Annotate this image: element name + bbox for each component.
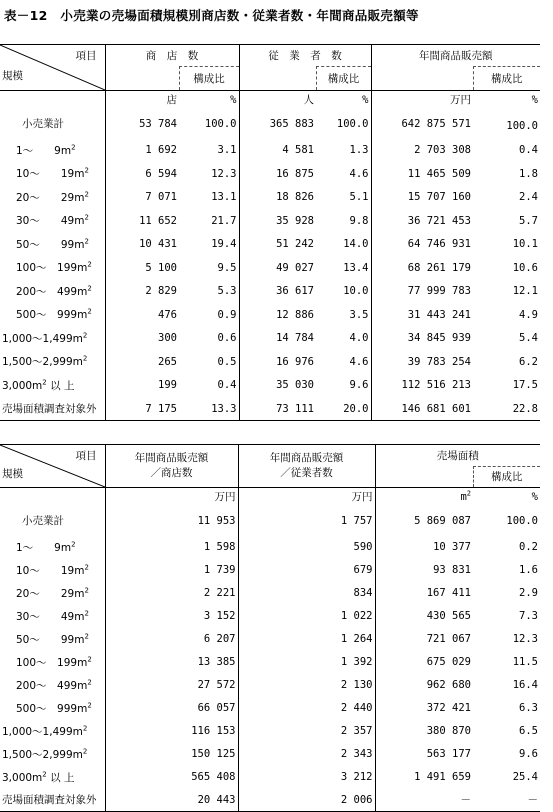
row-label: 小売業計 <box>0 109 105 139</box>
table-row <box>0 186 540 210</box>
table-cell: 2 006 <box>238 789 375 812</box>
table-row <box>0 697 540 720</box>
table-cell: 5.4 <box>519 332 538 345</box>
table-cell: 2.4 <box>519 191 538 204</box>
table-cell: 0.4 <box>519 144 538 157</box>
table-cell: 2 221 <box>105 582 238 605</box>
table-cell: 100.0 <box>179 109 239 139</box>
corner-item-label: 項目 <box>75 50 97 62</box>
table-row <box>0 374 540 398</box>
table-cell: 0.6 <box>179 327 239 351</box>
table-cell: 565 408 <box>105 766 238 789</box>
table-cell: 1 757 <box>238 506 375 536</box>
table-cell: 53 784 <box>139 117 177 130</box>
table-cell: 35 030 <box>276 379 314 392</box>
table-cell: 13.4 <box>316 256 371 280</box>
retail-table-1 <box>0 44 540 421</box>
table-cell: 93 831 <box>433 564 471 576</box>
table-cell: 199 <box>158 379 177 392</box>
table-row <box>0 559 540 582</box>
corner-scale-label: 規模 <box>2 70 23 82</box>
table-cell: 834 <box>238 582 375 605</box>
group-header-floor-area: 売場面積 <box>375 445 540 467</box>
table-cell: － <box>473 789 540 812</box>
table-row <box>0 139 540 163</box>
table-row <box>0 506 540 536</box>
table-cell: 1.6 <box>519 564 538 576</box>
table-cell: 11 465 509 <box>407 167 471 180</box>
table-cell: 430 565 <box>426 610 471 622</box>
table-cell: 25.4 <box>512 771 538 783</box>
table-cell: 22.8 <box>473 397 540 421</box>
table-cell: 167 411 <box>426 587 471 599</box>
table-row <box>0 350 540 374</box>
table-row <box>0 209 540 233</box>
table-cell: 1 739 <box>105 559 238 582</box>
row-label: 小売業計 <box>0 506 105 536</box>
table-row <box>0 233 540 257</box>
row-label: $3,000m^2$ 以 上 <box>0 766 105 789</box>
table-cell: 18 826 <box>276 191 314 204</box>
table-cell: 1 022 <box>238 605 375 628</box>
table-cell: 36 721 453 <box>407 214 471 227</box>
table-cell: 476 <box>158 308 177 321</box>
table-cell: 16 976 <box>276 355 314 368</box>
table-cell: 6 207 <box>105 628 238 651</box>
table-cell: 6 594 <box>145 167 177 180</box>
unit-label: % <box>179 91 239 109</box>
table-cell: 20.0 <box>316 397 371 421</box>
table-row <box>0 109 540 139</box>
table-cell: 7 175 <box>105 397 179 421</box>
table-cell: 3.1 <box>179 139 239 163</box>
table-cell: 6.5 <box>519 725 538 737</box>
table-cell: 19.4 <box>179 233 239 257</box>
table-cell: 9.6 <box>519 748 538 760</box>
table-cell: 10 377 <box>433 541 471 553</box>
table-cell: 73 111 <box>239 397 316 421</box>
row-label: 50～ $99m^2$ <box>0 233 105 257</box>
table-cell: 3 212 <box>238 766 375 789</box>
table-cell: 1 491 659 <box>414 771 471 783</box>
row-label: 50～ $99m^2$ <box>0 628 105 651</box>
table-cell: 100.0 <box>506 514 538 527</box>
table-row <box>0 536 540 559</box>
table-cell: 0.5 <box>179 350 239 374</box>
group-header-stores: 商 店 数 <box>105 45 239 67</box>
row-label: 500～ $999m^2$ <box>0 303 105 327</box>
table2-corner <box>0 445 105 488</box>
table-cell: 12.1 <box>512 285 538 298</box>
table1-corner <box>0 45 105 91</box>
row-label: 200～ $499m^2$ <box>0 674 105 697</box>
table-cell: 66 057 <box>105 697 238 720</box>
table-cell: 10 431 <box>139 238 177 251</box>
row-label: $1,000\sim 1,499m^2$ <box>0 327 105 351</box>
table-cell: 4 581 <box>282 144 314 157</box>
unit-label: % <box>531 490 538 503</box>
table-row <box>0 162 540 186</box>
table-cell: 1 692 <box>145 144 177 157</box>
table-row <box>0 582 540 605</box>
row-label: $1,500\sim 2,999m^2$ <box>0 743 105 766</box>
unit-label: 万円 <box>238 488 375 506</box>
row-label: 売場面積調査対象外 <box>0 789 105 812</box>
row-label: $3,000m^2$ 以 上 <box>0 374 105 398</box>
table-cell: 14 784 <box>276 332 314 345</box>
table-cell: 6.3 <box>519 702 538 714</box>
table-cell: 590 <box>238 536 375 559</box>
table-cell: 150 125 <box>105 743 238 766</box>
table-cell: 31 443 241 <box>407 308 471 321</box>
table-cell: 12.3 <box>179 162 239 186</box>
row-label: 1～ $9m^2$ <box>0 139 105 163</box>
table-cell: 10.0 <box>316 280 371 304</box>
table-cell: 1 598 <box>105 536 238 559</box>
table-cell: 4.0 <box>316 327 371 351</box>
table-cell: 35 928 <box>276 214 314 227</box>
row-label: 500～ $999m^2$ <box>0 697 105 720</box>
table-row <box>0 397 540 421</box>
corner-scale-label: 規模 <box>2 468 23 480</box>
table-cell: 51 242 <box>276 238 314 251</box>
table-cell: 563 177 <box>426 748 471 760</box>
unit-label: 万円 <box>105 488 238 506</box>
table-cell: 13.3 <box>179 397 239 421</box>
row-label: 10～ $19m^2$ <box>0 162 105 186</box>
table-row <box>0 605 540 628</box>
table-cell: 11.5 <box>512 656 538 668</box>
table-cell: 679 <box>238 559 375 582</box>
table-cell: 12.3 <box>512 633 538 645</box>
ratio-header: 構成比 <box>179 67 239 91</box>
table-cell: 49 027 <box>276 261 314 274</box>
table-cell: 2 130 <box>238 674 375 697</box>
table-cell: － <box>375 789 473 812</box>
table-cell: 5 869 087 <box>414 514 471 527</box>
table-row <box>0 327 540 351</box>
table-cell: 11 953 <box>105 506 238 536</box>
table-cell: 4.9 <box>519 308 538 321</box>
table-cell: 642 875 571 <box>401 117 471 130</box>
row-label: 10～ $19m^2$ <box>0 559 105 582</box>
table-row <box>0 280 540 304</box>
row-label: 30～ $49m^2$ <box>0 209 105 233</box>
table-cell: 14.0 <box>316 233 371 257</box>
table-cell: 100.0 <box>506 119 538 132</box>
table-cell: 2 829 <box>145 285 177 298</box>
table-cell: 68 261 179 <box>407 261 471 274</box>
table-cell: 16 875 <box>276 167 314 180</box>
table-cell: 100.0 <box>316 109 371 139</box>
table-row <box>0 674 540 697</box>
table-cell: 1 392 <box>238 651 375 674</box>
ratio-header: 構成比 <box>473 466 540 488</box>
table-cell: 146 681 601 <box>371 397 473 421</box>
table-cell: 9.8 <box>316 209 371 233</box>
table-cell: 3 152 <box>105 605 238 628</box>
group-header-employees: 従 業 者 数 <box>239 45 371 67</box>
table-cell: 1.8 <box>519 167 538 180</box>
table-cell: 10.6 <box>512 261 538 274</box>
table-cell: 64 746 931 <box>407 238 471 251</box>
table-cell: 0.9 <box>179 303 239 327</box>
table-cell: 372 421 <box>426 702 471 714</box>
table-cell: 2 440 <box>238 697 375 720</box>
table-row <box>0 303 540 327</box>
table-cell: 365 883 <box>269 117 314 130</box>
table-cell: 20 443 <box>105 789 238 812</box>
ratio-header: 構成比 <box>316 67 371 91</box>
row-label: 1～ $9m^2$ <box>0 536 105 559</box>
table-cell: 116 153 <box>105 720 238 743</box>
table-cell: 962 680 <box>426 679 471 691</box>
table-row <box>0 789 540 812</box>
table-cell: 7.3 <box>519 610 538 622</box>
row-label: 100～ $199m^2$ <box>0 256 105 280</box>
table-cell: 5.3 <box>179 280 239 304</box>
table-cell: 5 100 <box>145 261 177 274</box>
table-row <box>0 256 540 280</box>
table-cell: 15 707 160 <box>407 191 471 204</box>
row-label: $1,500\sim 2,999m^2$ <box>0 350 105 374</box>
table-cell: 112 516 213 <box>401 379 471 392</box>
table-cell: 4.6 <box>316 350 371 374</box>
page-title: 表－12 小売業の売場面積規模別商店数・従業者数・年間商品販売額等 <box>4 8 419 23</box>
group-header-sales: 年間商品販売額 <box>371 45 540 67</box>
table-cell: 2 357 <box>238 720 375 743</box>
table-row <box>0 651 540 674</box>
unit-label: % <box>531 93 538 106</box>
table-cell: 0.2 <box>519 541 538 553</box>
unit-label: 店 <box>166 94 177 107</box>
table-cell: 9.6 <box>316 374 371 398</box>
table-cell: 77 999 783 <box>407 285 471 298</box>
table-cell: 12 886 <box>276 308 314 321</box>
table-cell: 34 845 939 <box>407 332 471 345</box>
group-header-sales-per-employee: 年間商品販売額 ／従業者数 <box>238 445 375 488</box>
table-cell: 16.4 <box>512 679 538 691</box>
table-cell: 13.1 <box>179 186 239 210</box>
table-cell: 380 870 <box>426 725 471 737</box>
table-row <box>0 720 540 743</box>
table-cell: 9.5 <box>179 256 239 280</box>
row-label: 20～ $29m^2$ <box>0 186 105 210</box>
unit-label: 人 <box>303 94 314 107</box>
ratio-header: 構成比 <box>473 67 540 91</box>
table-cell: 0.4 <box>179 374 239 398</box>
table-cell: 39 783 254 <box>407 355 471 368</box>
table-cell: 36 617 <box>276 285 314 298</box>
unit-label: % <box>316 91 371 109</box>
table-cell: 10.1 <box>512 238 538 251</box>
row-label: 30～ $49m^2$ <box>0 605 105 628</box>
table-row <box>0 743 540 766</box>
row-label: 売場面積調査対象外 <box>0 397 105 421</box>
table-cell: 2 703 308 <box>414 144 471 157</box>
table-cell: 300 <box>158 332 177 345</box>
row-label: 200～ $499m^2$ <box>0 280 105 304</box>
table-cell: 5.1 <box>316 186 371 210</box>
table-cell: 1.3 <box>316 139 371 163</box>
row-label: $1,000\sim 1,499m^2$ <box>0 720 105 743</box>
table-cell: 721 067 <box>426 633 471 645</box>
table-cell: 3.5 <box>316 303 371 327</box>
row-label: 100～ $199m^2$ <box>0 651 105 674</box>
table-cell: 11 652 <box>139 214 177 227</box>
unit-label: 万円 <box>450 94 471 107</box>
table-cell: 21.7 <box>179 209 239 233</box>
table-cell: 13 385 <box>105 651 238 674</box>
unit-label-sqm: $m^2$ <box>460 489 471 503</box>
table-cell: 2 343 <box>238 743 375 766</box>
table-cell: 27 572 <box>105 674 238 697</box>
table-cell: 17.5 <box>512 379 538 392</box>
corner-item-label: 項目 <box>75 450 97 462</box>
table-cell: 675 029 <box>426 656 471 668</box>
table-cell: 4.6 <box>316 162 371 186</box>
table-cell: 1 264 <box>238 628 375 651</box>
retail-table-2 <box>0 444 540 812</box>
table-cell: 5.7 <box>519 214 538 227</box>
table-row <box>0 628 540 651</box>
table-cell: 6.2 <box>519 355 538 368</box>
table-cell: 7 071 <box>145 191 177 204</box>
table-row <box>0 766 540 789</box>
table-cell: 265 <box>158 355 177 368</box>
table-cell: 2.9 <box>519 587 538 599</box>
group-header-sales-per-store: 年間商品販売額 ／商店数 <box>105 445 238 488</box>
row-label: 20～ $29m^2$ <box>0 582 105 605</box>
